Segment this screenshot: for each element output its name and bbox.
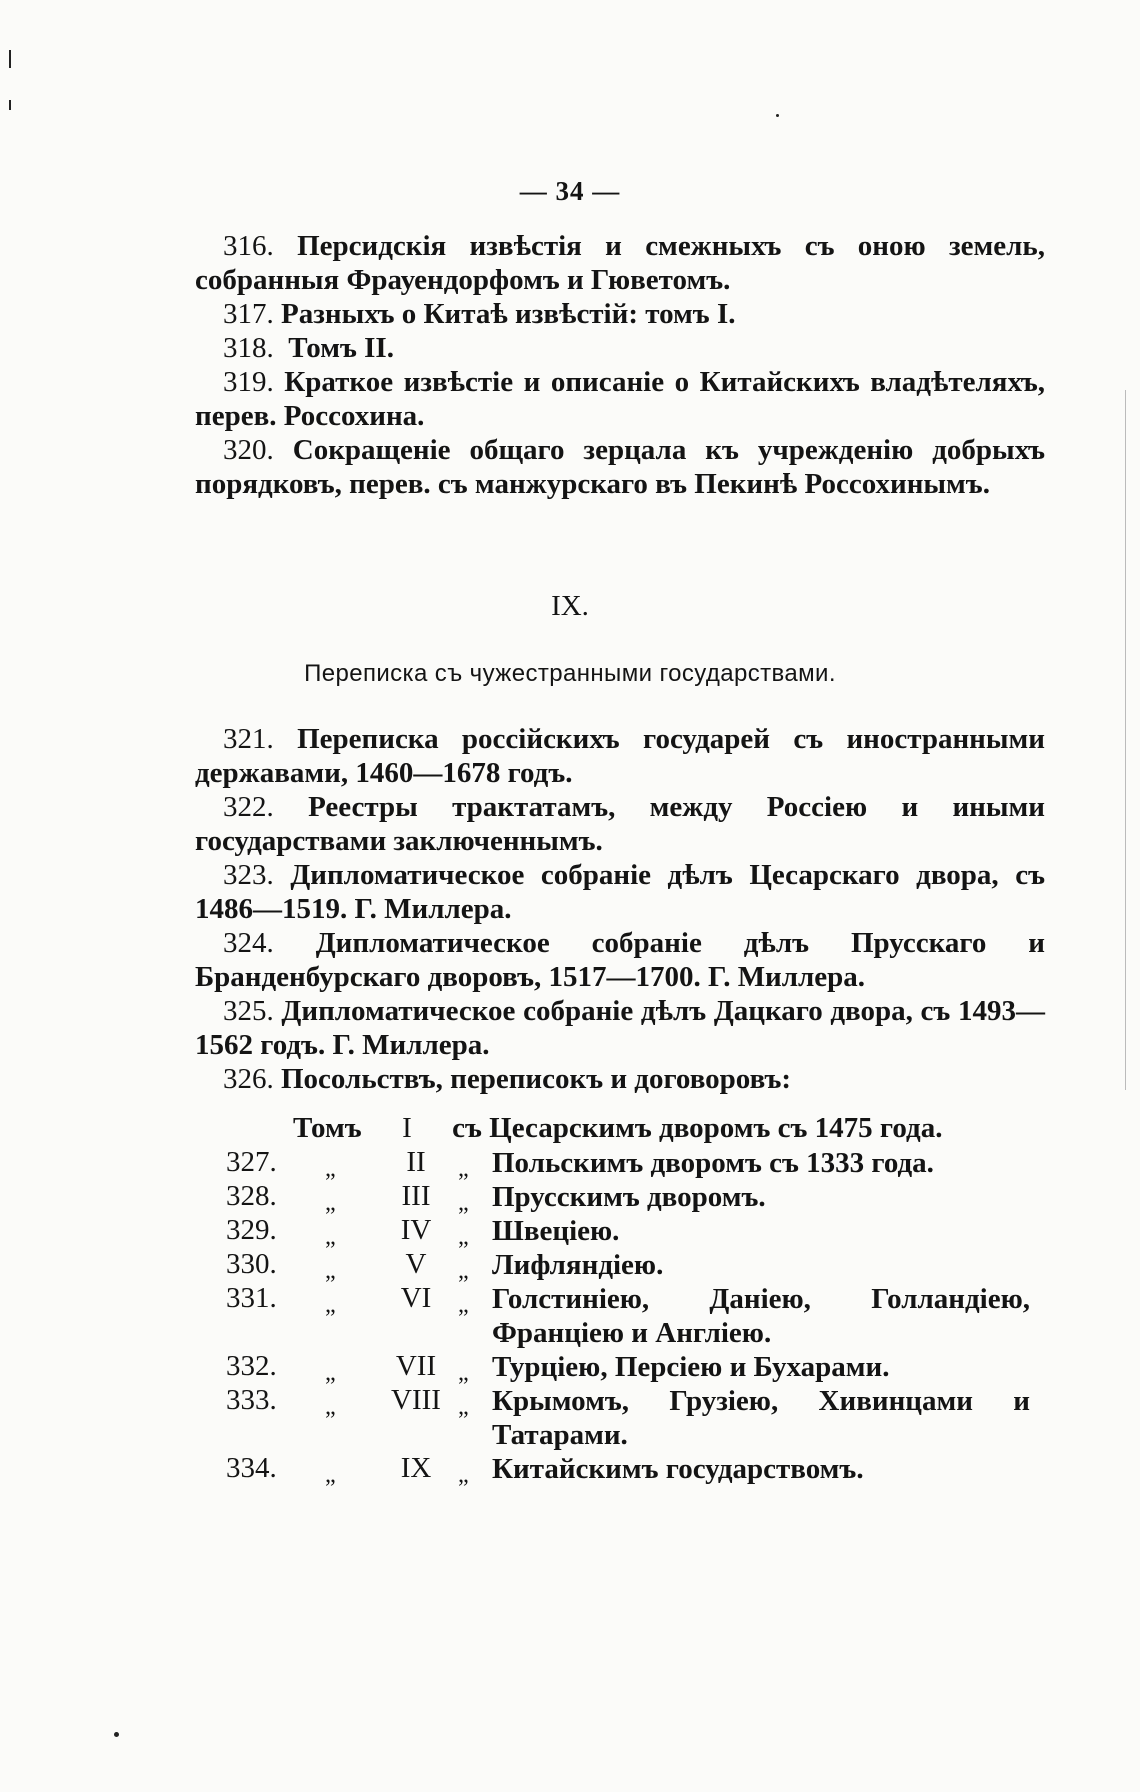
volume-row: 332. „ VII „ Турціею, Персіею и Бухарами. — [226, 1350, 890, 1386]
entry: 324. Дипломатическое собраніе дѣлъ Прусскаго и Бранденбурскаго дворовъ, 1517—1700. Г. Миллера. — [195, 927, 1046, 993]
volume-header — [293, 1112, 942, 1145]
volume-tom-label: Томъ — [293, 1112, 362, 1144]
entry: 316. Персидскія извѣстія и смежныхъ съ оною земель, собранныя Фрауендорфомъ и Гюветомъ. — [195, 230, 1045, 296]
volume-row: 334. „ IX „ Китайскимъ государствомъ. — [226, 1452, 864, 1488]
volume-row: 331. „ VI „ Голстиніею, Даніею, Голландіею, Франціею и Англіею. — [226, 1282, 1030, 1349]
entry: 326. Посольствъ, переписокъ и договоровъ: — [223, 1063, 792, 1095]
section-number: IX. — [551, 590, 589, 622]
scan-mark — [114, 1732, 119, 1737]
volume-row: 328. „ III „ Прусскимъ дворомъ. — [226, 1180, 766, 1216]
scan-mark — [9, 50, 11, 68]
page-number: — 34 — — [519, 176, 621, 206]
volume-row: 329. „ IV „ Швеціею. — [226, 1214, 620, 1250]
scan-mark — [776, 114, 779, 117]
scan-mark — [9, 100, 11, 110]
entry: 323. Дипломатическое собраніе дѣлъ Цесарскаго двора, съ 1486—1519. Г. Миллера. — [195, 859, 1045, 925]
entry: 319. Краткое извѣстіе и описаніе о Китайскихъ владѣтеляхъ, перев. Россохина. — [195, 366, 1046, 432]
entry: 321. Переписка россійскихъ государей съ иностранными державами, 1460—1678 годъ. — [195, 723, 1045, 789]
entry: 325. Дипломатическое собраніе дѣлъ Дацкаго двора, съ 1493—1562 годъ. Г. Миллера. — [195, 995, 1045, 1061]
section-title: Переписка съ чужестранными государствами. — [304, 660, 836, 687]
entry: 317. Разныхъ о Китаѣ извѣстій: томъ I. — [223, 298, 736, 330]
volume-text: съ Цесарскимъ дворомъ съ 1475 года. — [452, 1112, 943, 1144]
entries-mid — [195, 722, 1045, 1096]
scan-mark — [1125, 390, 1126, 1090]
entry: 318. Томъ II. — [223, 332, 394, 364]
volume-row: 330. „ V „ Лифляндіею. — [226, 1248, 664, 1284]
entry: 322. Реестры трактатамъ, между Россіею и иными государствами заключеннымъ. — [195, 791, 1045, 857]
entries-top — [195, 229, 1045, 501]
volume-row: 327. „ II „ Польскимъ дворомъ съ 1333 года. — [226, 1146, 934, 1182]
entry: 320. Сокращеніе общаго зерцала къ учрежденію добрыхъ порядковъ, перев. съ манжурскаго въ Пекинѣ Россохинымъ. — [195, 434, 1045, 500]
volume-number: I — [402, 1112, 412, 1144]
volume-row: 333. „ VIII „ Крымомъ, Грузіею, Хивинцами и Татарами. — [226, 1384, 1030, 1451]
volume-list — [220, 1146, 1050, 1486]
